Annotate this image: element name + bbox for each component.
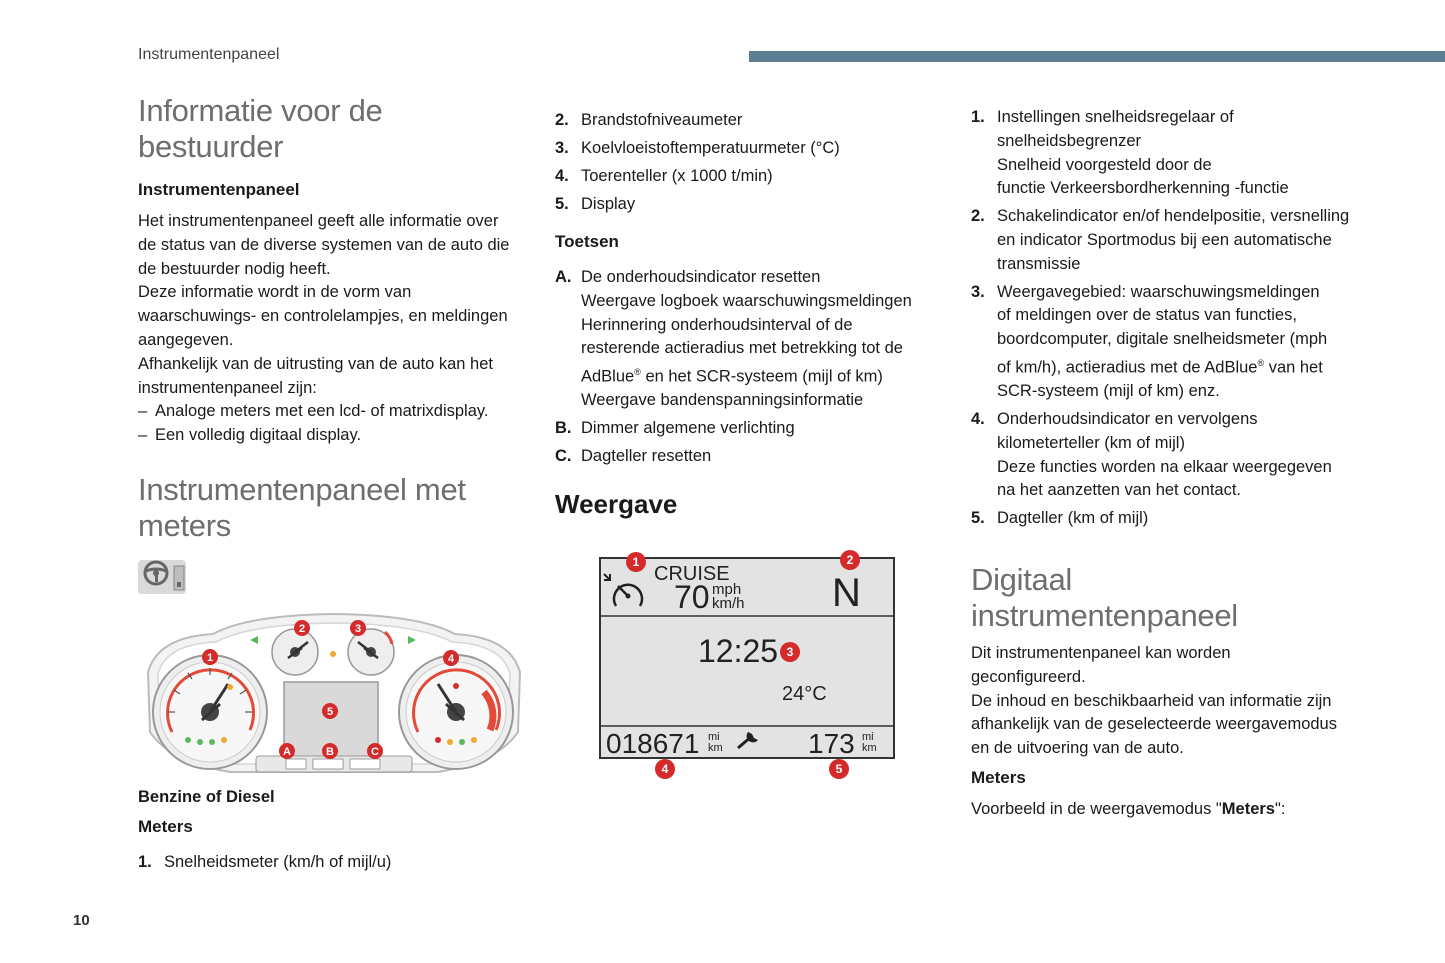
list-item [138,424,528,448]
registered-mark: ® [1257,357,1265,368]
list-number: 4. [971,410,985,429]
odometer-value: 018671 [606,728,700,759]
list-text: De onderhoudsindicator resetten [581,268,821,286]
paragraph-line: Afhankelijk van de uitrusting van de auto kan het [138,354,493,373]
callout-3 [780,642,800,662]
list-item [138,400,528,424]
speed-unit-mph: mph [712,581,742,598]
title-weergave [555,489,940,520]
list-item [555,266,940,413]
paragraph-line: waarschuwings- en controlelampjes, en meldingen [138,307,508,326]
callout-label: 3 [354,623,362,635]
dash-list [138,400,528,448]
list-number: 1. [971,108,985,126]
list-number: 3. [555,139,569,157]
list-item [971,507,1371,531]
callout-4 [655,759,675,779]
callout-label: 1 [632,555,640,569]
intro-paragraph [138,210,528,400]
subheading-benzine: Benzine of Diesel [138,788,275,806]
numbered-list [138,851,528,875]
display-legend-list [971,106,1371,531]
example-bold: Meters [1221,800,1275,818]
list-item [555,106,940,134]
title-digitaal [971,562,1371,634]
speed-unit-kmh: km/h [712,595,745,612]
title-line: instrumentenpaneel [971,598,1238,633]
list-number: 5. [555,195,569,213]
list-marker: – [138,425,148,444]
temperature-gauge [348,629,394,675]
list-text: na het aanzetten van het contact. [997,481,1242,500]
paragraph-line: en de uitvoering van de auto. [971,739,1184,758]
list-text: Een volledig digitaal display. [155,425,362,444]
paragraph-line: instrumentenpaneel zijn: [138,378,317,397]
subheading-meters: Meters [138,817,193,836]
odometer-unit-km: km [708,742,723,754]
steering-wheel-lcd-icon [138,558,188,596]
callout-label: 4 [447,653,455,665]
digital-display-illustration [598,548,898,784]
list-text: functie Verkeersbordherkenning -functie [997,179,1289,198]
list-item [971,106,1371,201]
list-text: Display [581,195,636,213]
subheading-instrumentenpaneel: Instrumentenpaneel [138,180,300,199]
list-text: Schakelindicator en/of hendelpositie, versnelling [997,207,1350,226]
toetsen-list [555,266,940,469]
list-number: 4. [555,167,569,185]
list-text: Weergave logboek waarschuwingsmeldingen [581,291,912,310]
callout-label: 1 [206,652,214,664]
callout-label: 2 [846,553,854,567]
paragraph-line: aangegeven. [138,330,234,349]
subheading-meters: Meters [971,768,1026,787]
paragraph-line: geconfigureerd. [971,667,1086,686]
list-item [555,417,940,441]
callout-5 [829,759,849,779]
title-instrumentenpaneel-met-meters [138,472,528,544]
adblue-text: of km/h), actieradius met de AdBlue [997,358,1258,377]
callout-label: B [326,746,334,758]
example-text-end: ": [1274,800,1286,818]
list-text: of meldingen over de status van functies, [997,306,1297,325]
list-number: B. [555,419,572,438]
list-text: en indicator Sportmodus bij een automatische [997,230,1332,249]
list-number: 5. [971,509,985,528]
numbered-list [555,106,940,218]
cruise-label: CRUISE [654,563,730,585]
paragraph-line: De inhoud en beschikbaarheid van informatie zijn [971,691,1332,710]
paragraph-line: Het instrumentenpaneel geeft alle informatie over [138,212,499,230]
subheading-toetsen: Toetsen [555,232,619,251]
list-text-adblue [581,361,940,389]
callout-label: 5 [326,706,334,718]
list-text: Weergavegebied: waarschuwingsmeldingen [997,282,1320,301]
callout-label: 5 [835,762,843,776]
callout-b [322,743,338,759]
callout-label: C [371,746,379,758]
list-text: Toerenteller (x 1000 t/min) [581,167,773,185]
fuel-gauge [272,629,318,675]
page-number: 10 [73,912,90,929]
list-text: Instellingen snelheidsregelaar of [997,108,1234,126]
list-text: Deze functies worden na elkaar weergegeven [997,457,1332,476]
outside-temperature: 24°C [782,683,827,705]
list-number: C. [555,447,572,466]
list-text: Koelvloeistoftemperatuurmeter (°C) [581,139,840,157]
list-text: Dagteller (km of mijl) [997,509,1149,528]
list-text: Dimmer algemene verlichting [581,419,795,438]
list-text: snelheidsbegrenzer [997,131,1142,150]
list-item [555,162,940,190]
list-text: boordcomputer, digitale snelheidsmeter (mph [997,330,1328,349]
callout-2 [294,620,310,636]
title-line: meters [138,508,231,543]
list-text: Weergave bandenspanningsinformatie [581,391,864,410]
callout-label: 4 [661,762,669,776]
callout-a [279,743,295,759]
list-text: transmissie [997,254,1081,273]
paragraph-line: afhankelijk van de geselecteerde weergavemodus [971,715,1337,734]
trip-unit-mi: mi [862,731,874,743]
callout-label: A [283,746,291,758]
registered-mark: ® [634,367,641,378]
cruise-speed: 70 [674,579,710,615]
list-number: A. [555,268,572,286]
list-marker: – [138,402,148,420]
list-text: Herinnering onderhoudsinterval of de [581,315,853,334]
digitaal-paragraph [971,642,1371,761]
list-text: Snelheid voorgesteld door de [997,155,1212,174]
adblue-suffix: van het [1264,358,1323,377]
list-item [555,445,940,469]
callout-label: 2 [298,623,306,635]
list-text: SCR-systeem (mijl of km) enz. [997,382,1220,401]
title-line: Digitaal [971,562,1072,597]
title-line: Instrumentenpaneel met [138,472,466,507]
trip-unit-km: km [862,742,877,754]
adblue-text: AdBlue [581,367,635,386]
list-item [555,190,940,218]
paragraph-line: Dit instrumentenpaneel kan worden [971,644,1231,662]
paragraph-line: Deze informatie wordt in de vorm van [138,283,412,302]
speedometer-gauge [153,655,267,769]
weergave-heading: Weergave [555,489,678,519]
gear-indicator: N [832,571,861,615]
list-text: resterende actieradius met betrekking tot de [581,339,903,358]
list-item [138,851,528,875]
tachometer-gauge [399,655,513,769]
paragraph-line: de bestuurder nodig heeft. [138,259,331,278]
callout-5 [322,703,338,719]
list-item [555,134,940,162]
list-text-adblue [997,352,1371,380]
trip-value: 173 [808,728,855,759]
example-text: Voorbeeld in de weergavemodus " [971,800,1222,818]
callout-1 [202,649,218,665]
callout-2 [840,550,860,570]
list-text: kilometerteller (km of mijl) [997,433,1185,452]
paragraph-line: de status van de diverse systemen van de auto die [138,235,510,254]
list-item [971,205,1371,276]
list-number: 2. [971,207,985,226]
clock-time: 12:25 [698,633,779,669]
title-informatie [138,93,528,165]
header-bar [749,51,1445,62]
list-number: 3. [971,282,985,301]
list-number: 1. [138,853,152,871]
callout-1 [626,552,646,572]
analog-instrument-panel-illustration [138,612,530,782]
callout-label: 3 [786,645,794,659]
list-item [971,281,1371,404]
title-line: bestuurder [138,129,284,164]
list-text: Dagteller resetten [581,447,712,466]
list-text: Brandstofniveaumeter [581,111,743,129]
list-text: Snelheidsmeter (km/h of mijl/u) [164,853,392,871]
title-line: Informatie voor de [138,93,383,128]
callout-c [367,743,383,759]
callout-3 [350,620,366,636]
adblue-suffix: en het SCR-systeem (mijl of km) [640,367,883,386]
running-header: Instrumentenpaneel [138,46,280,63]
list-number: 2. [555,111,569,129]
list-text: Onderhoudsindicator en vervolgens [997,410,1258,429]
list-text: Analoge meters met een lcd- of matrixdisplay. [155,402,489,420]
example-line [971,798,1371,822]
list-item [971,408,1371,503]
odometer-unit-mi: mi [708,731,720,743]
callout-4 [443,650,459,666]
